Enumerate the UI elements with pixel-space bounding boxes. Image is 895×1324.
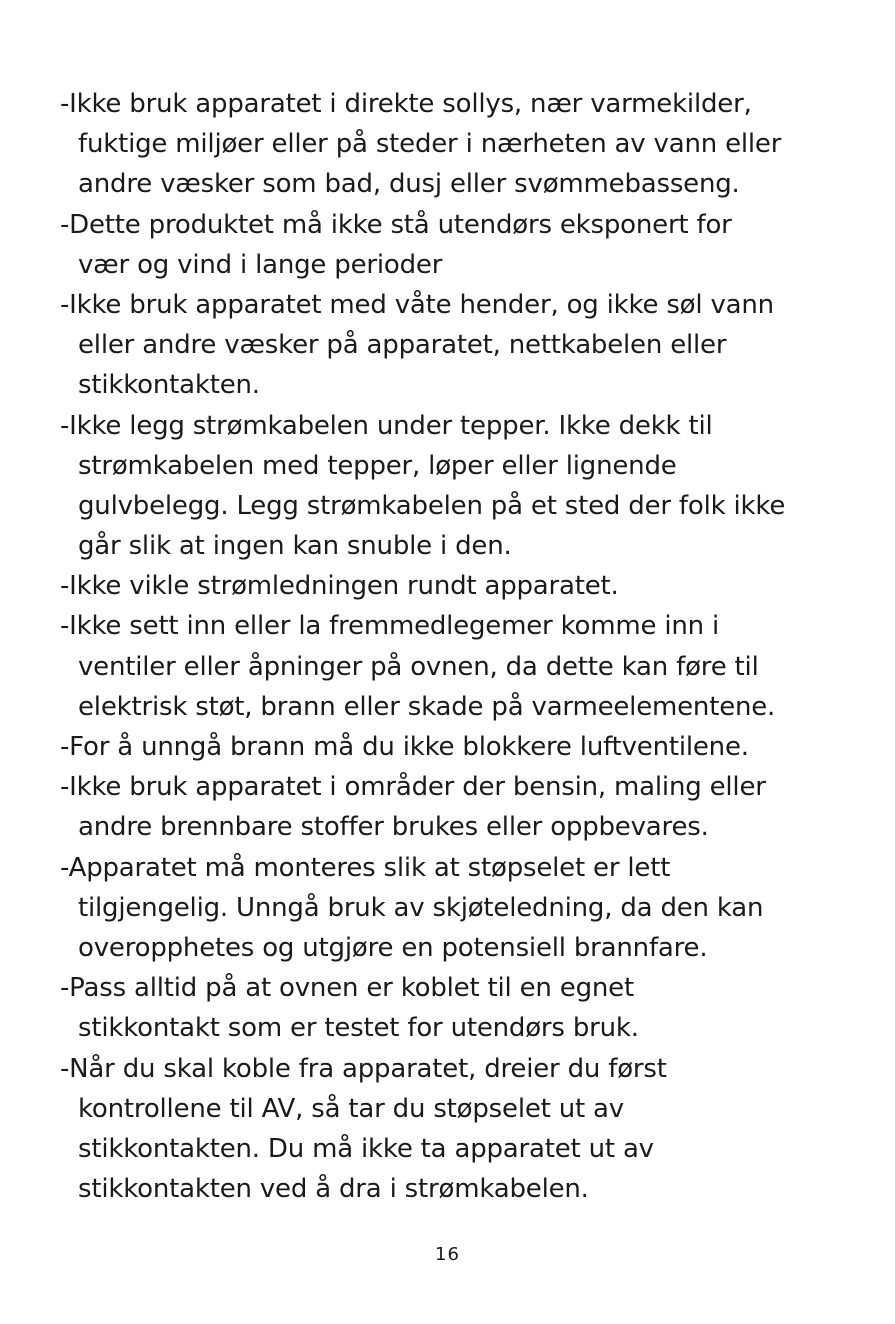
text-line: vær og vind i lange perioder [78, 249, 443, 280]
safety-instructions-list [60, 84, 860, 1209]
text-line: stikkontakten. Du må ikke ta apparatet ut av [78, 1133, 654, 1164]
text-line: -Ikke legg strømkabelen under tepper. Ikke dekk til [60, 410, 713, 441]
text-line: gulvbelegg. Legg strømkabelen på et sted der folk ikke [78, 490, 786, 521]
text-line: -Ikke sett inn eller la fremmedlegemer komme inn i [60, 611, 719, 642]
text-line: elektrisk støt, brann eller skade på varmeelementene. [78, 691, 776, 722]
text-line: -Ikke bruk apparatet med våte hender, og ikke søl vann [60, 289, 774, 320]
text-line: går slik at ingen kan snuble i den. [78, 531, 512, 562]
text-line: stikkontakten. [78, 370, 260, 401]
page-number: 16 [435, 1244, 460, 1265]
text-line: andre brennbare stoffer brukes eller oppbevares. [78, 812, 709, 843]
text-line: -Ikke bruk apparatet i områder der bensin, maling eller [60, 772, 766, 803]
text-line: ventiler eller åpninger på ovnen, da dette kan føre til [78, 651, 759, 682]
text-line: tilgjengelig. Unngå bruk av skjøteledning, da den kan [78, 892, 764, 923]
text-line: andre væsker som bad, dusj eller svømmebasseng. [78, 169, 740, 200]
text-line: -Ikke bruk apparatet i direkte sollys, nær varmekilder, [60, 89, 752, 119]
text-line: strømkabelen med tepper, løper eller lignende [78, 450, 677, 481]
text-line: -For å unngå brann må du ikke blokkere luftventilene. [60, 732, 749, 762]
text-line: -Apparatet må monteres slik at støpselet er lett [60, 852, 671, 883]
text-line: -Når du skal koble fra apparatet, dreier du først [60, 1053, 667, 1084]
text-line: -Pass alltid på at ovnen er koblet til en egnet [60, 973, 634, 1004]
text-line: -Ikke vikle strømledningen rundt apparatet. [60, 571, 619, 602]
text-line: eller andre væsker på apparatet, nettkabelen eller [78, 330, 727, 361]
text-line: stikkontakt som er testet for utendørs bruk. [78, 1013, 639, 1044]
text-line: -Dette produktet må ikke stå utendørs eksponert for [60, 209, 732, 240]
text-line: fuktige miljøer eller på steder i nærheten av vann eller [78, 129, 782, 160]
text-line: kontrollene til AV, så tar du støpselet ut av [78, 1093, 624, 1124]
text-line: stikkontakten ved å dra i strømkabelen. [78, 1174, 589, 1205]
text-line: overopphetes og utgjøre en potensiell brannfare. [78, 932, 708, 963]
